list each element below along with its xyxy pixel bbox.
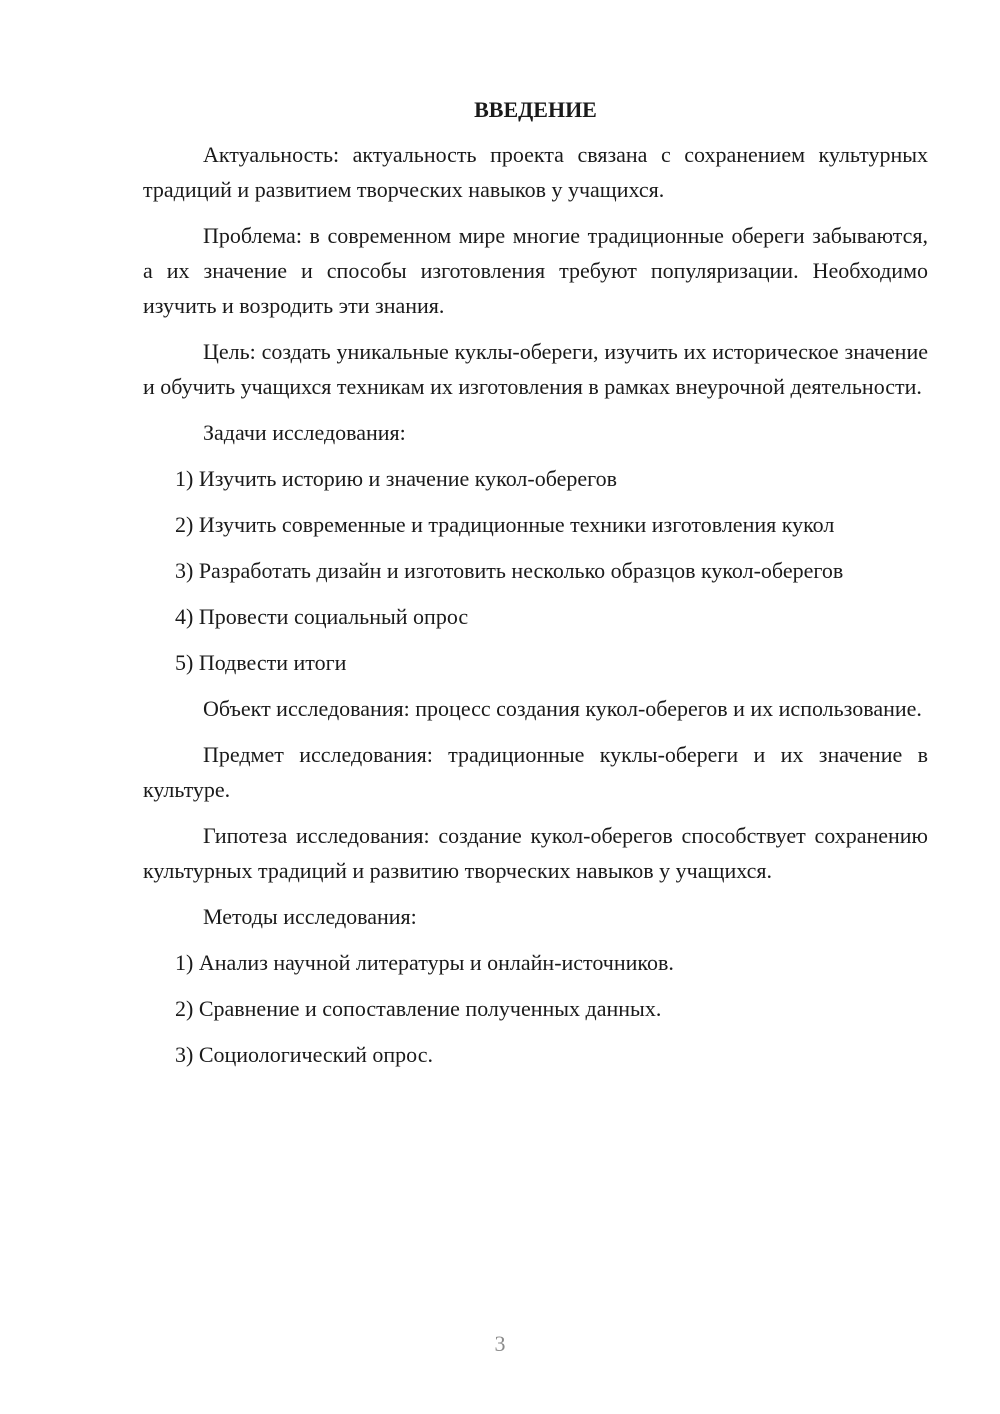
paragraph-hypothesis: Гипотеза исследования: создание кукол-оберегов способствует сохранению культурных традиций и развитию творческих навыков у учащихся.	[143, 823, 928, 883]
tasks-heading: Задачи исследования:	[203, 420, 406, 445]
paragraph-subject: Предмет исследования: традиционные куклы-обереги и их значение в культуре.	[143, 742, 928, 802]
page-title: ВВЕДЕНИЕ	[474, 97, 597, 122]
task-item-4: 4) Провести социальный опрос	[175, 604, 469, 629]
paragraph-relevance: Актуальность: актуальность проекта связана с сохранением культурных традиций и развитием творческих навыков у учащихся.	[143, 142, 928, 202]
task-item-5: 5) Подвести итоги	[175, 650, 347, 675]
method-item-2: 2) Сравнение и сопоставление полученных данных.	[175, 996, 662, 1021]
paragraph-goal: Цель: создать уникальные куклы-обереги, изучить их историческое значение и обучить учащихся техникам их изготовления в рамках внеурочной деятельности.	[143, 339, 928, 399]
method-item-1: 1) Анализ научной литературы и онлайн-источников.	[175, 950, 674, 975]
task-item-3: 3) Разработать дизайн и изготовить несколько образцов кукол-оберегов	[175, 558, 844, 583]
page-number: 3	[494, 1331, 506, 1356]
method-item-3: 3) Социологический опрос.	[175, 1042, 433, 1067]
document-body	[143, 92, 928, 1083]
methods-heading: Методы исследования:	[203, 904, 417, 929]
task-item-2: 2) Изучить современные и традиционные техники изготовления кукол	[175, 512, 835, 537]
paragraph-problem: Проблема: в современном мире многие традиционные обереги забываются, а их значение и способы изготовления требуют популяризации. Необходимо изучить и возродить эти знания.	[143, 223, 928, 318]
task-item-1: 1) Изучить историю и значение кукол-оберегов	[175, 466, 618, 491]
paragraph-object: Объект исследования: процесс создания кукол-оберегов и их использование.	[203, 696, 922, 721]
